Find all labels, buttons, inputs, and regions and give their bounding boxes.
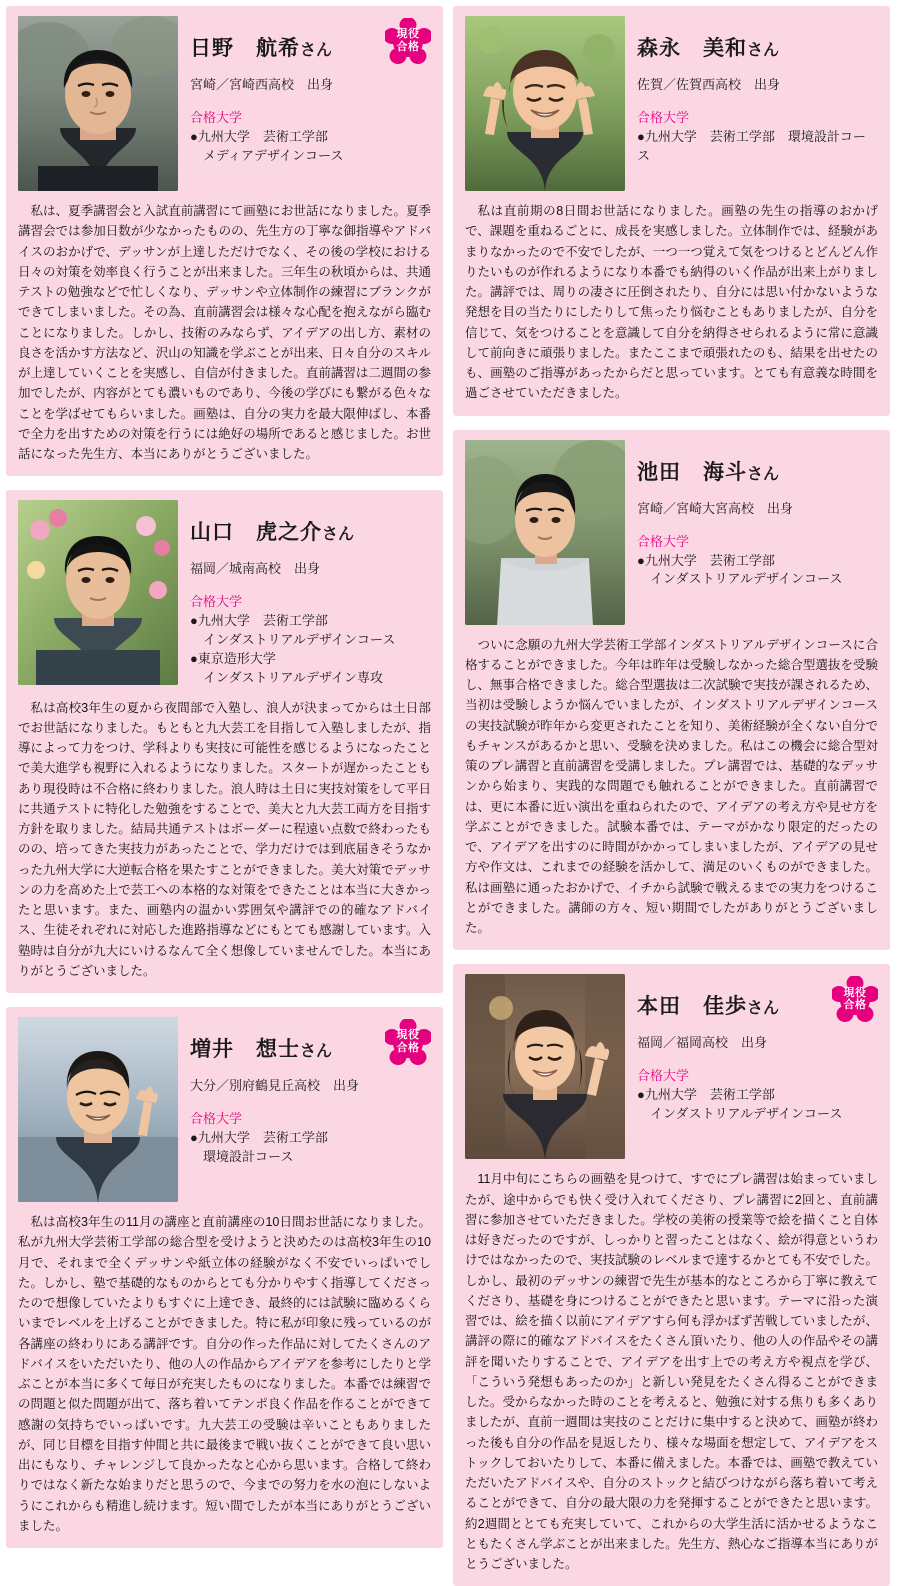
student-origin: 宮崎／宮崎大宮高校 出身: [637, 500, 794, 516]
testimonial-body: 私は高校3年生の夏から夜間部で入塾し、浪人が決まってからは土日部でお世話になりました。もともと九大芸工を目指して入塾しましたが、指導によって力をつけ、学科よりも実技に可能性を感じるようになったことで美大進学も視野に入れるようになりました。スタートが遅かったこともあり現役時は不合格に終わりました。浪人時は土日に実技対策をして平日に共通テストに特化した勉強をすることで、美大と九大芸工両方を目指す方針を取りました。結局共通テストはボーダーに程遠い点数で終わったものの、培ってきた実技力があったことで、学力だけでは到底届きそうなかった九州大学に大逆転合格を果たすことができました。美大対策でデッサンの力を高めた上で芸工への本格的な対策をできたことは本当に大きかったと思います。また、画塾内の温かい雰囲気や講評での的確なアドバイス、生徒それぞれに対応した進路指導などにもとても感謝しています。入塾時は自分が九大にいけるなんて全く想像していませんでした。本当にありがとうございました。: [18, 700, 431, 978]
student-photo: [465, 16, 625, 191]
student-name: 本田 佳歩さん: [637, 995, 780, 1019]
testimonial-body: 私は高校3年生の11月の講座と直前講座の10日間お世話になりました。私が九州大学芸術工学部の総合型を受けようと決めたのは高校3年生の10月で、それまで全くデッサンや紙立体の経験がなく不安でいっぱいでした。しかし、塾で基礎的なものからとても分かりやすく指導してくださったので想像していたよりもすぐに上達でき、最終的には試験に臨めるくらいまでレベルを上げることができました。特に私が印象に残っているのが各講座の終わりにある講評です。自分の作った作品に対してたくさんのアドバイスをいただいたり、他の人の作品からアイデアを参考にしたりと学ぶことが本当に多くて毎日が充実したものになりました。本番では練習での問題と似た問題が出て、落ち着いてテンポ良く作品を作ることができて感謝の気持ちでいっぱいです。九大芸工の受験は辛いこともありましたが、同じ目標を目指す仲間と共に最後まで戦い抜くことができて良い思い出にもなり、チャレンジして良かったなと心から思います。合格して終わりではなく新たな始まりだと思うので、今までの努力を水の泡にしないようにこれからも精進し続けます。短い間でしたが本当にありがとうございました。: [18, 1215, 431, 1533]
status-badge: [385, 18, 431, 64]
badge-label: 現役 合格: [396, 1029, 420, 1055]
university-entry: インダストリアルデザインコース: [650, 1106, 843, 1122]
student-origin: 佐賀／佐賀西高校 出身: [637, 77, 781, 92]
university-entry: ●九州大学 芸術工学部: [637, 552, 775, 568]
admitted-university-label: 合格大学: [190, 110, 243, 125]
university-entry: ●九州大学 芸術工学部 環境設計コース: [637, 129, 866, 163]
student-name: 池田 海斗さん: [637, 460, 780, 484]
testimonial-body: 私は、夏季講習会と入試直前講習にて画塾にお世話になりました。夏季講習会では参加日数が少なかったものの、先生方の丁寧な御指導やアドバイスのおかげで、デッサンが上達しただけでなく、その後の学校における日々の対策を効率良く行うことが出来ました。三年生の秋頃からは、共通テストの勉強などで忙しくなり、デッサンや立体制作の練習にブランクができてしまいました。その為、直前講習会は様々な心配を抱えながら臨むことになりました。しかし、技術のみならず、アイデアの出し方、素材の良さを活かす方法など、沢山の知識を学ぶことが出来、日々自分のスキルが上達していくことを実感し、自信が付きました。直前講習は二週間の参加でしたが、内容がとても濃いものであり、今後の学びにも繋がる色々なことを学ばせてもらいました。画塾は、自分の実力を最大限伸ばし、本番で全力を出すための対策を行うには絶好の場所であると感じました。お世話になった先生方、本当にありがとうございました。: [18, 204, 431, 461]
left-column: [6, 6, 443, 1533]
student-origin: 福岡／福岡高校 出身: [637, 1035, 768, 1051]
testimonial-card-hino-kouki: [6, 6, 443, 476]
university-entry: 環境設計コース: [203, 1148, 294, 1164]
student-name: 増井 想士さん: [190, 1038, 333, 1062]
university-entry: インダストリアルデザイン専攻: [203, 669, 384, 685]
status-badge: [832, 976, 878, 1022]
university-entry: ●東京造形大学: [190, 650, 276, 666]
student-info: [637, 16, 878, 166]
university-entry: ●九州大学 芸術工学部: [190, 129, 328, 144]
student-info: [190, 500, 431, 687]
student-photo: [18, 1017, 178, 1202]
admitted-university-list: [637, 128, 878, 166]
student-photo: [18, 500, 178, 685]
student-photo: [465, 974, 625, 1159]
admitted-university-list: [637, 1086, 878, 1124]
testimonial-card-masui-soushi: [6, 1007, 443, 1548]
admitted-university-list: [190, 128, 431, 166]
student-name: 山口 虎之介さん: [190, 521, 355, 545]
university-entry: ●九州大学 芸術工学部: [637, 1087, 775, 1103]
university-entry: ●九州大学 芸術工学部: [190, 613, 328, 629]
badge-label: 現役 合格: [396, 28, 420, 53]
card-header: [18, 16, 431, 191]
student-name: 森永 美和さん: [637, 37, 780, 60]
status-badge: [385, 1019, 431, 1065]
testimonial-body: ついに念願の九州大学芸術工学部インダストリアルデザインコースに合格することができました。今年は昨年は受験しなかった総合型選抜を受験し、無事合格できました。総合型選抜は二次試験で実技が課されるため、当初は受験しようか悩んでいましたが、インダストリアルデザインコースの実技試験が昨年から変更されたことを知り、美術経験が全くない自分でもチャンスがあるかと思い、受験を決めました。私はこの機会に総合型対策のプレ講習と直前講習を受講しました。プレ講習では、基礎的なデッサンから始まり、実践的な問題でも触れることができました。直前講習では、更に本番に近い演出を重ねられたので、アイデアの考え方や見せ方を学ぶことができました。試験本番では、テーマがかなり限定的だったので、アイデアを出すのに時間がかかってしまいましたが、アイデアの見せ方や作文は、これまでの経験を活かして、満足のいくものができました。私は画塾に通ったおかげで、イチから試験で戦えるまでの実力をつけることができました。講師の方々、短い期間でしたがありがとうございました。: [465, 637, 878, 935]
university-entry: メディアデザインコース: [203, 147, 344, 163]
card-header: [18, 500, 431, 687]
university-entry: インダストリアルデザインコース: [650, 571, 843, 587]
admitted-university-list: [190, 1129, 431, 1167]
badge-label: 現役 合格: [843, 986, 867, 1012]
student-origin: 宮崎／宮崎西高校 出身: [190, 77, 334, 92]
admitted-university-list: [637, 552, 878, 590]
testimonial-card-morinaga-miwa: [453, 6, 890, 416]
admitted-university-label: 合格大学: [637, 1068, 690, 1084]
student-origin: 福岡／城南高校 出身: [190, 561, 321, 577]
student-photo: [18, 16, 178, 191]
admitted-university-label: 合格大学: [637, 533, 690, 549]
card-header: [18, 1017, 431, 1202]
testimonial-card-ikeda-kaito: [453, 430, 890, 951]
testimonial-body: 私は直前期の8日間お世話になりました。画塾の先生の指導のおかげで、課題を重ねるごとに、成長を実感しました。立体制作では、経験があまりなかったので不安でしたが、一つ一つ覚えて気をつけるとどんどん作りたいものが作れるようになり本番でも納得のいく作品が出来上がりました。講評では、周りの凄さに圧倒されたり、自分には思い付かないような発想を目の当たりにしたりして焦ったり悩むこともありましたが、自分を信じて、気をつけることを意識して自分を納得させられるように常に意識して前向きに頑張りました。またここまで頑張れたのも、結果を出せたのも、画塾のご指導があったからだと思っています。とても有意義な時間を過ごさせていただきました。: [465, 204, 878, 401]
admitted-university-label: 合格大学: [637, 110, 690, 125]
testimonial-body: 11月中旬にこちらの画塾を見つけて、すでにプレ講習は始まっていましたが、途中からでも快く受け入れてくださり、プレ講習に2回と、直前講習に参加させていただきました。学校の美術の授業等で絵を描くこと自体は好きだったのですが、しっかりと習ったことはなく、絵が得意というわけではなかったので、実技試験のレベルまで達するかとても不安でした。しかし、最初のデッサンの練習で先生が基本的なところから丁寧に教えてくださり、基礎を身につけることができたと思います。テーマに沿った演習では、絵を描く以前にアイデアすら何も浮かばず苦戦していましたが、講評の際に的確なアドバイスをたくさん頂いたり、他の人の作品やその講評を聞いたりすることで、アイデアを出す上での考え方や視点を学び、「こういう発想もあったのか」と新しい発見をたくさん得ることができました。受からなかった時のことを考えると、勉強に対する焦りも多くありましたが、直前一週間は実技のことだけに集中すると決めて、画塾が終わった後も自分の作品を見返したり、様々な場面を想定して、アイデアをストックしておいたりして、本番に備えました。本番では、画塾で教えていただいたアドバイスや、自分のストックと結びつけながら落ち着いて考えることができて、自分の最大限の力を発揮することができたと思います。約2週間ととても充実していて、これからの大学生活に活かせるようなこともたくさん学ぶことが出来ました。先生方、熱心なご指導本当にありがとうございました。: [465, 1172, 878, 1571]
card-header: [465, 974, 878, 1159]
card-header: [465, 16, 878, 191]
student-info: [637, 440, 878, 590]
testimonial-card-honda-kaho: [453, 964, 890, 1586]
right-column: [453, 6, 890, 1571]
student-photo: [465, 440, 625, 625]
university-entry: ●九州大学 芸術工学部: [190, 1130, 328, 1146]
admitted-university-list: [190, 612, 431, 687]
testimonial-card-yamaguchi-toranosuke: [6, 490, 443, 993]
university-entry: インダストリアルデザインコース: [203, 632, 396, 648]
student-origin: 大分／別府鶴見丘高校 出身: [190, 1078, 360, 1094]
admitted-university-label: 合格大学: [190, 594, 243, 610]
student-name: 日野 航希さん: [190, 37, 333, 60]
card-header: [465, 440, 878, 625]
admitted-university-label: 合格大学: [190, 1111, 243, 1127]
